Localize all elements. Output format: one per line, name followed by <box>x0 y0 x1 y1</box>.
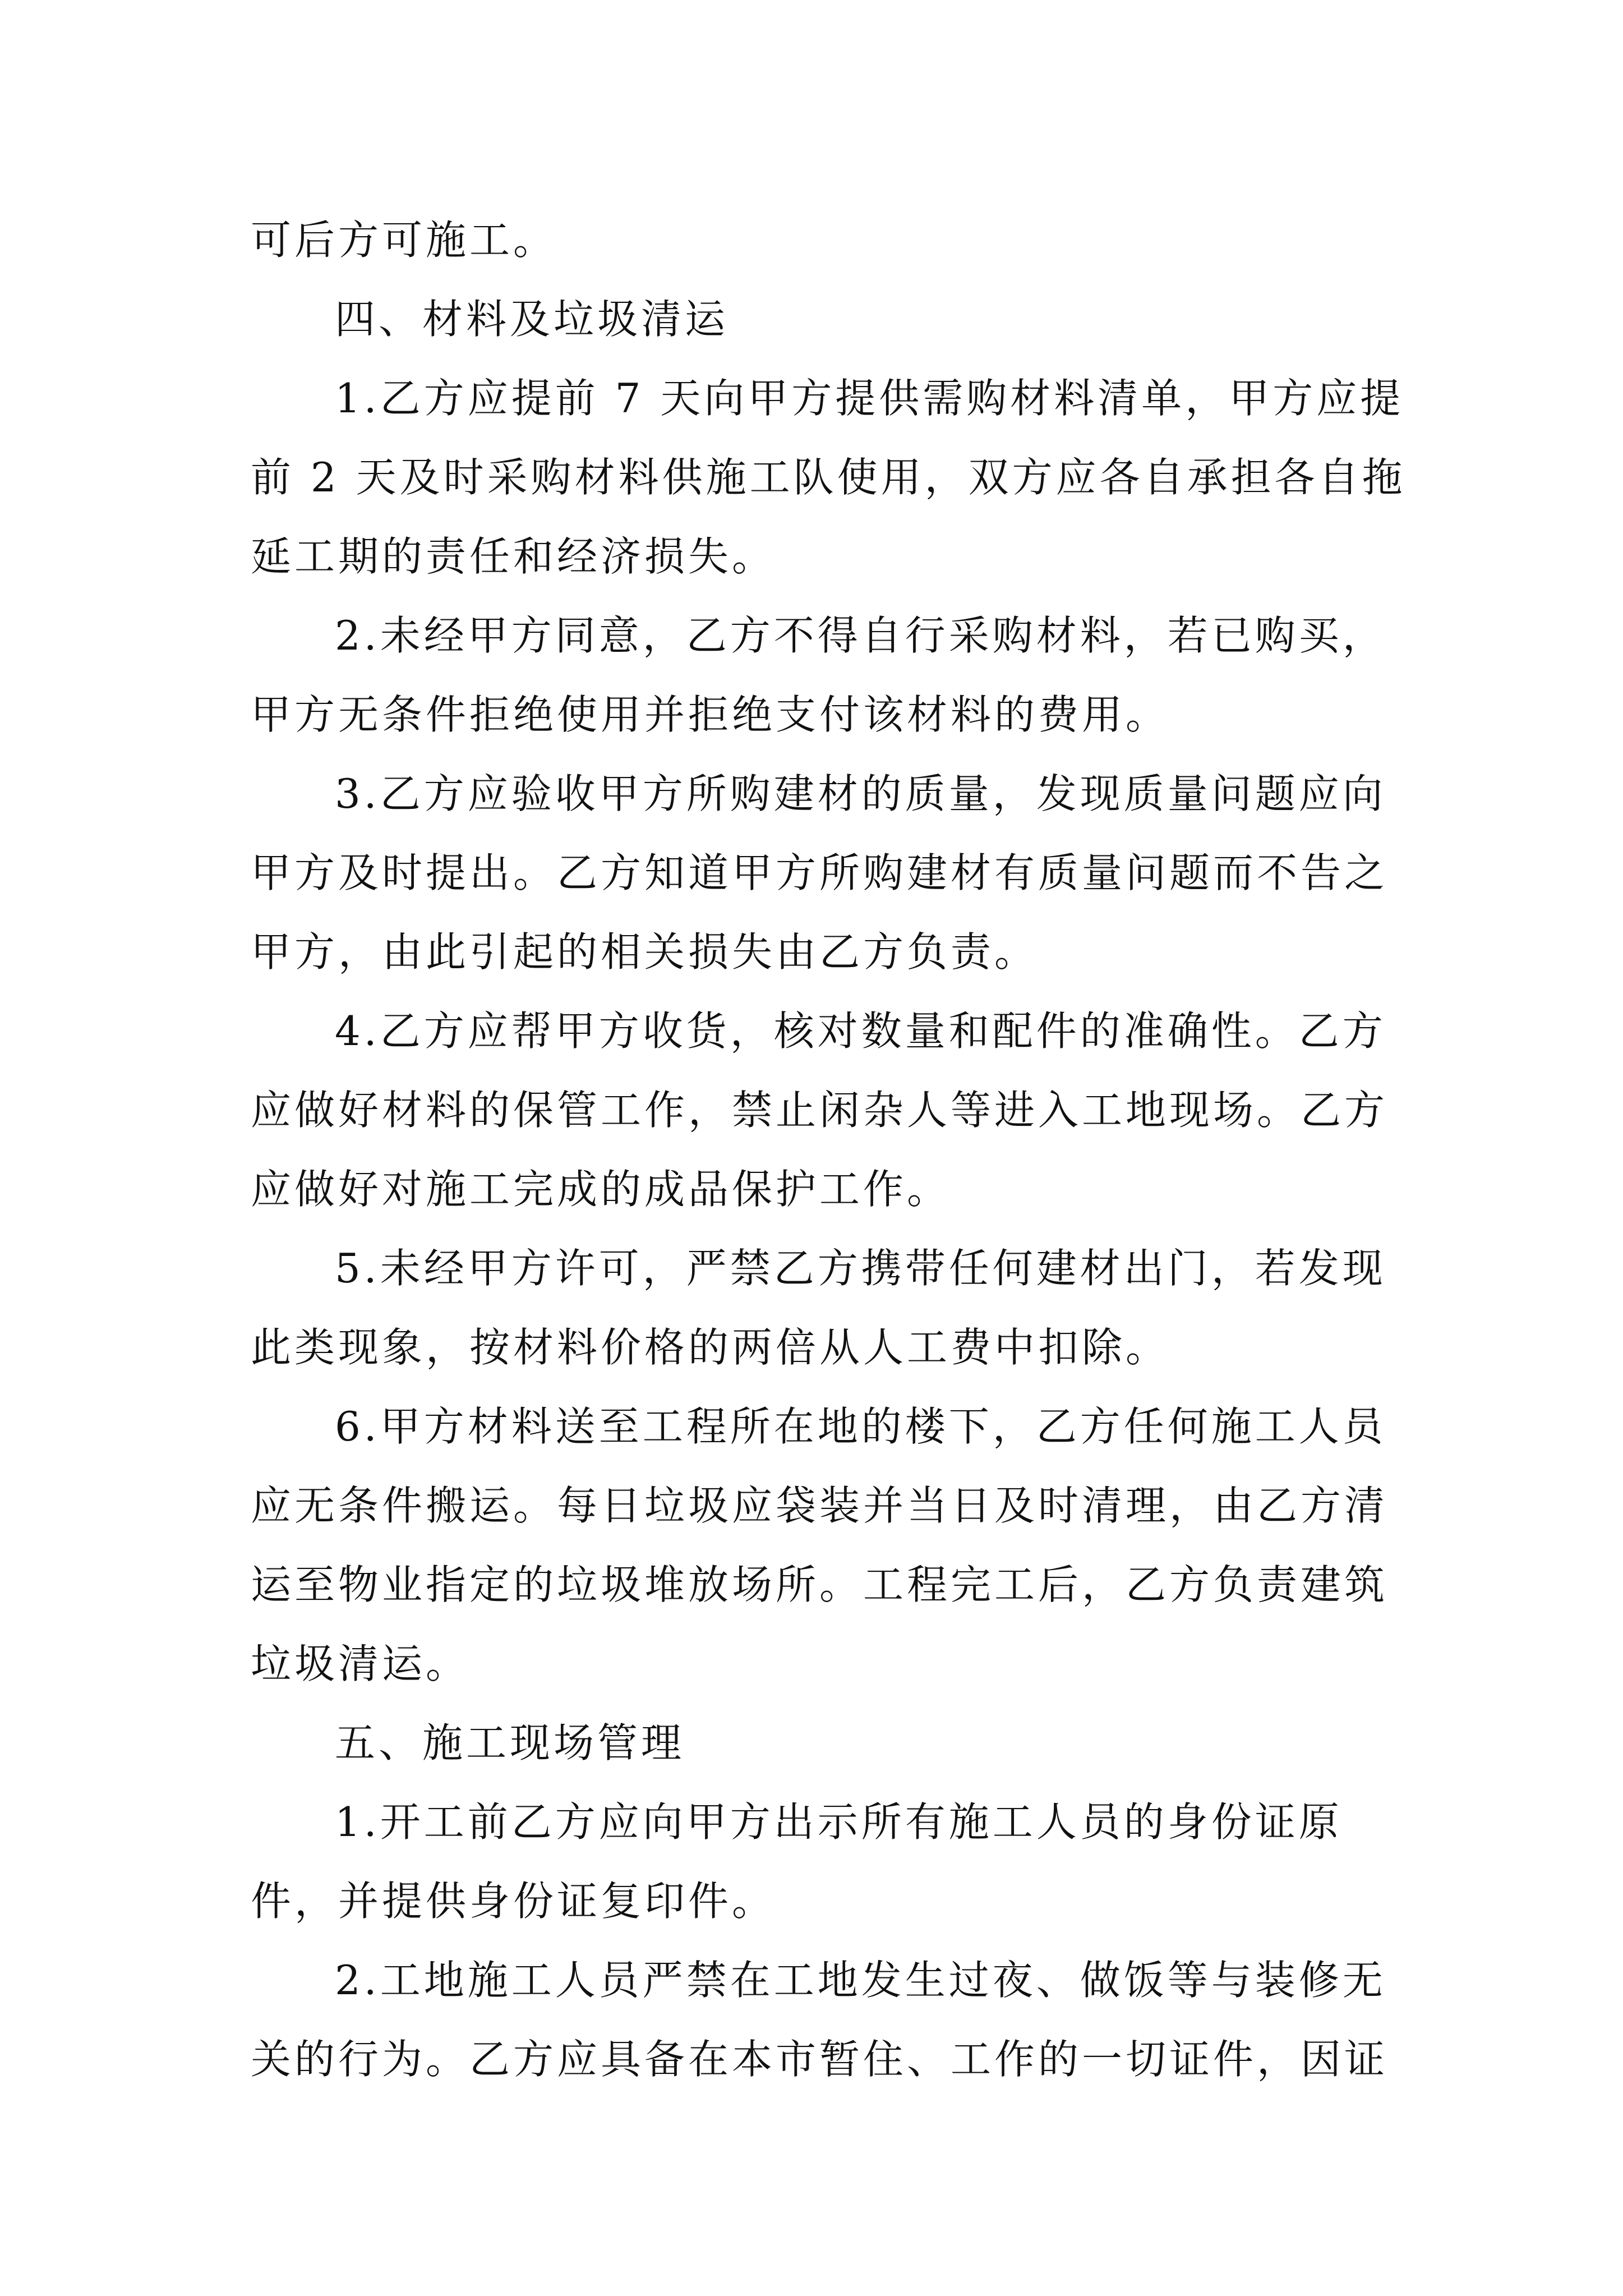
paragraph-line: 应做好对施工完成的成品保护工作。 <box>251 1166 951 1213</box>
paragraph-line: 甲方无条件拒绝使用并拒绝支付该材料的费用。 <box>251 691 1170 738</box>
paragraph-line: 6.甲方材料送至工程所在地的楼下，乙方任何施工人员 <box>335 1403 1386 1450</box>
document-body <box>251 201 1406 2099</box>
paragraph-line: 五、施工现场管理 <box>335 1719 685 1766</box>
paragraph-line: 甲方及时提出。乙方知道甲方所购建材有质量问题而不告之 <box>251 849 1389 896</box>
paragraph-line: 可后方可施工。 <box>251 217 557 264</box>
paragraph-line: 应做好材料的保管工作，禁止闲杂人等进入工地现场。乙方 <box>251 1087 1389 1134</box>
paragraph-line: 关的行为。乙方应具备在本市暂住、工作的一切证件，因证 <box>251 2036 1389 2083</box>
paragraph-line: 5.未经甲方许可，严禁乙方携带任何建材出门，若发现 <box>335 1245 1386 1292</box>
paragraph-line: 此类现象，按材料价格的两倍从人工费中扣除。 <box>251 1324 1170 1371</box>
paragraph-line: 4.乙方应帮甲方收货，核对数量和配件的准确性。乙方 <box>335 1007 1386 1055</box>
paragraph-line: 垃圾清运。 <box>251 1640 470 1687</box>
paragraph-line: 甲方，由此引起的相关损失由乙方负责。 <box>251 928 1039 976</box>
paragraph-line: 1.乙方应提前 7 天向甲方提供需购材料清单，甲方应提 <box>335 375 1404 422</box>
paragraph-line: 应无条件搬运。每日垃圾应袋装并当日及时清理，由乙方清 <box>251 1482 1389 1529</box>
paragraph-line: 2.未经甲方同意，乙方不得自行采购材料，若已购买， <box>335 612 1386 659</box>
paragraph-line: 前 2 天及时采购材料供施工队使用，双方应各自承担各自拖 <box>251 454 1406 501</box>
paragraph-line: 3.乙方应验收甲方所购建材的质量，发现质量问题应向 <box>335 770 1386 817</box>
paragraph-line: 四、材料及垃圾清运 <box>335 296 729 343</box>
paragraph-line: 2.工地施工人员严禁在工地发生过夜、做饭等与装修无 <box>335 1957 1386 2004</box>
paragraph-line: 件，并提供身份证复印件。 <box>251 1878 776 1925</box>
paragraph-line: 运至物业指定的垃圾堆放场所。工程完工后，乙方负责建筑 <box>251 1561 1389 1608</box>
paragraph-line: 1.开工前乙方应向甲方出示所有施工人员的身份证原 <box>335 1798 1343 1846</box>
paragraph-line: 延工期的责任和经济损失。 <box>251 533 776 580</box>
